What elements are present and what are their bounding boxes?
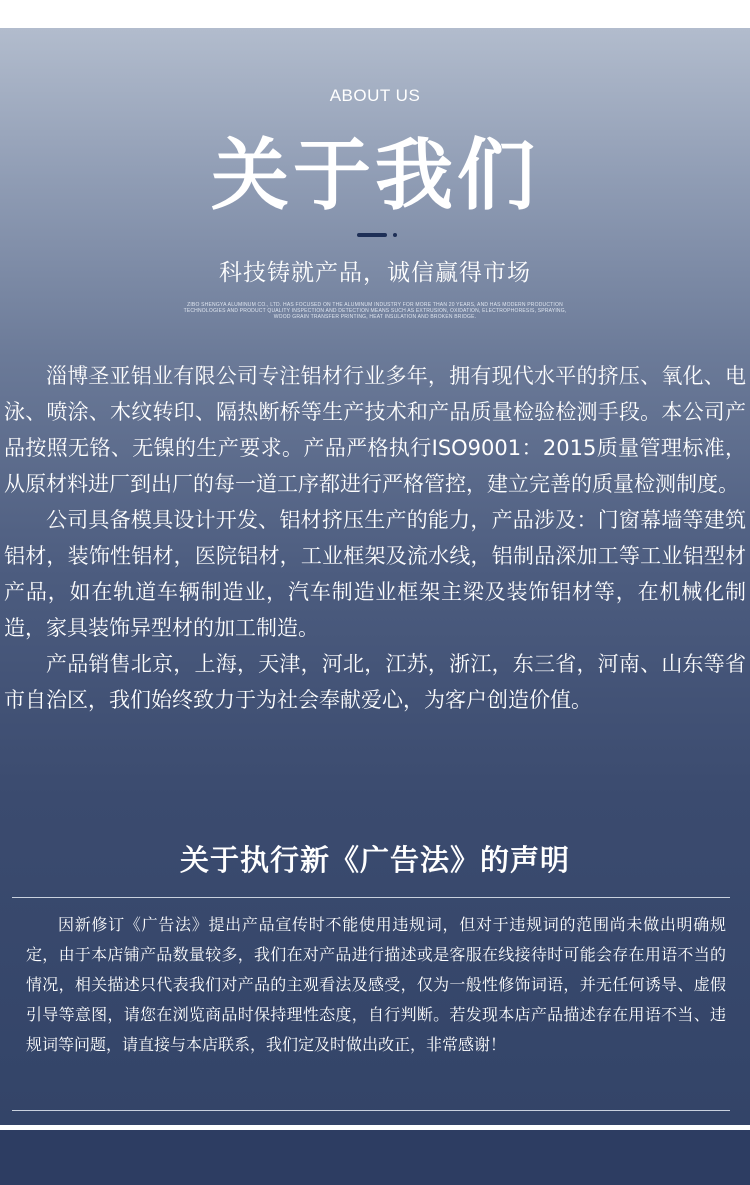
intro-paragraph-2: 公司具备模具设计开发、铝材挤压生产的能力，产品涉及：门窗幕墙等建筑铝材，装饰性铝材，医院铝材，工业框架及流水线，铝制品深加工等工业铝型材产品，如在轨道车辆制造业，汽车制造业框架主梁及装饰铝材等，在机械化制造，家具装饰异型材的加工制造。 — [4, 508, 746, 640]
title-divider-ornament — [357, 232, 401, 238]
divider-bar — [357, 233, 387, 237]
intro-paragraph-3: 产品销售北京，上海，天津，河北，江苏，浙江，东三省，河南、山东等省市自治区，我们始终致力于为社会奉献爱心，为客户创造价值。 — [4, 652, 746, 712]
chinese-section-title: 关于我们 — [210, 131, 539, 221]
company-introduction — [4, 358, 746, 718]
divider-dot — [393, 233, 397, 237]
english-fine-print: ZIBO SHENGYA ALUMINUM CO., LTD. HAS FOCUSED ON THE ALUMINUM INDUSTRY FOR MORE THAN 20 YEARS, AND HAS MODERN PRODUCTION TECHNOLOGIES AND PRODUCT QUALITY INSPECTION AND DETECTION MEANS SUCH AS EXTRUSION, OXIDATION, ELECTROPHORESIS, SPRAYING, WOOD GRAIN TRANSFER PRINTING, HEAT INSULATION AND BROKEN BRIDGE. — [183, 302, 567, 320]
notice-top-divider — [12, 897, 730, 898]
english-section-title: ABOUT US — [329, 86, 421, 105]
next-section-edge — [0, 1130, 750, 1185]
ad-law-notice-body: 因新修订《广告法》提出产品宣传时不能使用违规词，但对于违规词的范围尚未做出明确规定，由于本店铺产品数量较多，我们在对产品进行描述或是客服在线接待时可能会存在用语不当的情况，相关描述只代表我们对产品的主观看法及感受，仅为一般性修饰词语，并无任何诱导、虚假引导等意图，请您在浏览商品时保持理性态度，自行判断。若发现本店产品描述存在用语不当、违规词等问题，请直接与本店联系，我们定及时做出改正，非常感谢！ — [26, 915, 726, 1054]
notice-bottom-divider — [12, 1110, 730, 1111]
intro-paragraph-1: 淄博圣亚铝业有限公司专注铝材行业多年，拥有现代水平的挤压、氧化、电泳、喷涂、木纹转印、隔热断桥等生产技术和产品质量检验检测手段。本公司产品按照无铬、无镍的生产要求。产品严格执行ISO9001：2015质量管理标准，从原材料进厂到出厂的每一道工序都进行严格管控，建立完善的质量检测制度。 — [4, 364, 746, 496]
top-white-margin — [0, 0, 750, 28]
company-slogan: 科技铸就产品，诚信赢得市场 — [219, 260, 531, 286]
ad-law-notice-title: 关于执行新《广告法》的声明 — [179, 843, 570, 877]
